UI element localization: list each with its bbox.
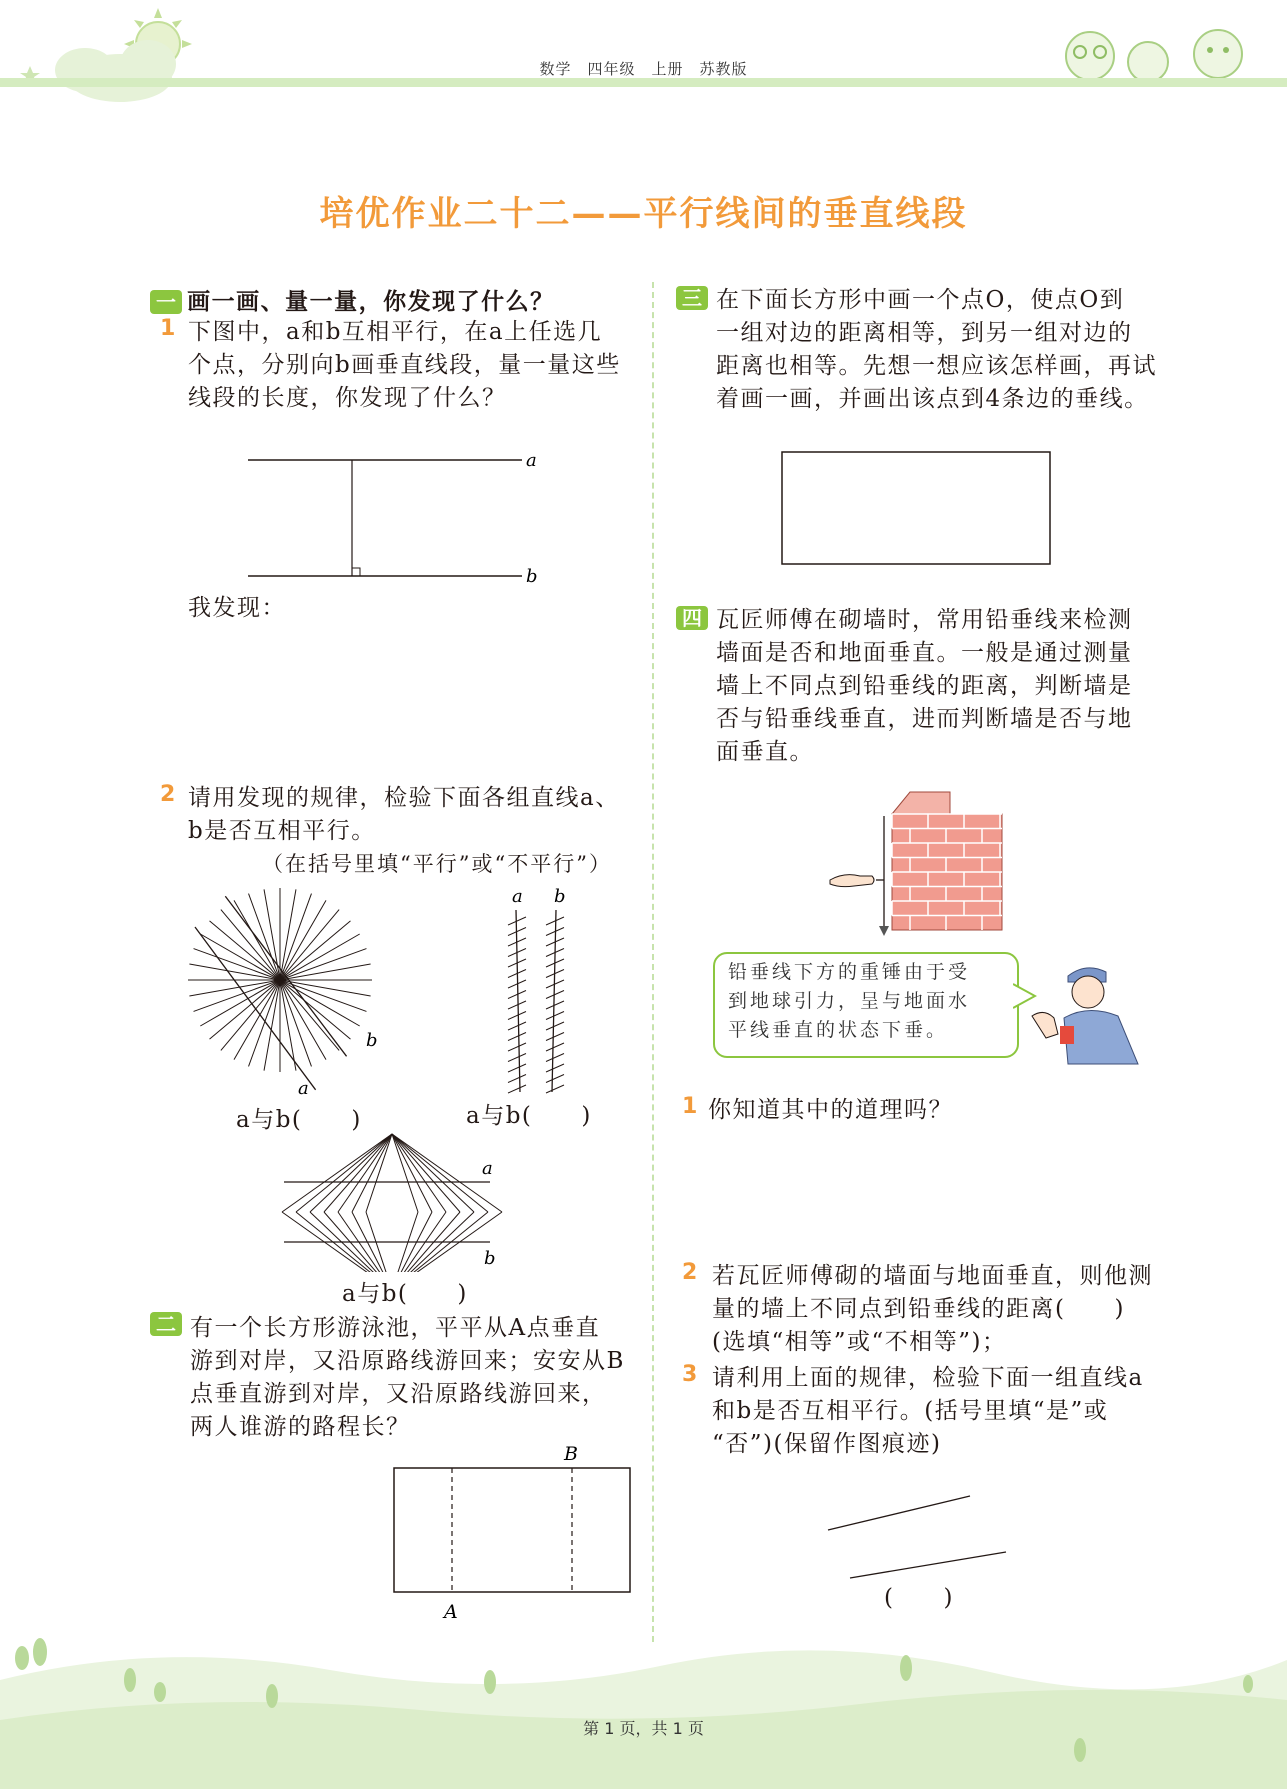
hatch-mark: [546, 1012, 564, 1020]
q4-3-line: 和b是否互相平行。(括号里填“是”或: [712, 1398, 1109, 1424]
section-badge-4: 四: [676, 606, 708, 630]
q2-hint: （在括号里填“平行”或“不平行”）: [262, 852, 612, 876]
hatch-mark: [508, 1064, 526, 1072]
diamond-line: [392, 1134, 446, 1212]
line-a: [516, 910, 520, 1092]
diamond-line: [282, 1134, 392, 1212]
fig3-answer: a与b( ): [342, 1281, 468, 1307]
q4-1-text: 你知道其中的道理吗？: [708, 1097, 953, 1123]
section-badge-1: 一: [150, 290, 182, 314]
label-a: a: [512, 886, 523, 907]
q4-3-number: 3: [682, 1362, 698, 1387]
q4-3-answer: ( ): [884, 1585, 954, 1611]
q4-3-text: [712, 1362, 1172, 1461]
hatch-mark: [546, 1022, 564, 1030]
label-b: b: [366, 1030, 378, 1051]
hatch-mark: [546, 991, 564, 999]
diamond-lines: [282, 1134, 502, 1272]
pool-rectangle: [394, 1468, 630, 1592]
section-2-text: [190, 1312, 650, 1444]
sec4-line: 瓦匠师傅在砌墙时，常用铅垂线来检测: [716, 607, 1133, 633]
q4-2-line: 量的墙上不同点到铅垂线的距离( ): [712, 1296, 1125, 1322]
rectangle: [782, 452, 1050, 564]
sec3-line: 一组对边的距离相等，到另一组对边的: [716, 320, 1133, 346]
line-a: [828, 1496, 970, 1530]
radial-lines: [188, 888, 372, 1072]
brick-wall-icon: [892, 792, 1002, 930]
q1-line: 线段的长度，你发现了什么？: [188, 385, 507, 411]
q1-number: 1: [160, 316, 176, 341]
sec2-line: 两人谁游的路程长？: [190, 1414, 411, 1440]
q2-number: 2: [160, 782, 176, 807]
q1-line: 个点，分别向b画垂直线段，量一量这些: [188, 352, 621, 378]
diamond-line: [296, 1134, 392, 1212]
label-a: a: [298, 1078, 309, 1099]
hatch-mark: [508, 1001, 526, 1009]
column-divider: [652, 282, 654, 1642]
right-angle-mark: [352, 568, 360, 576]
bubble-line: 平线垂直的状态下垂。: [728, 1019, 949, 1041]
hatch-mark: [508, 1043, 526, 1051]
section-1-heading: [150, 286, 555, 319]
q2-line: 请用发现的规律，检验下面各组直线a、: [188, 785, 620, 811]
section-3-text: [716, 284, 1176, 416]
q4-2-line: (选填“相等”或“不相等”)；: [712, 1329, 1007, 1355]
sec2-line: 游到对岸，又沿原路线游回来；安安从B: [190, 1348, 625, 1374]
line-b: [850, 1552, 1006, 1578]
hatched-lines-figure: [490, 880, 580, 1100]
sec3-line: 着画一画，并画出该点到4条边的垂线。: [716, 386, 1149, 412]
hatch-mark: [508, 917, 526, 925]
label-b: b: [484, 1248, 496, 1269]
hatch-mark: [546, 1043, 564, 1051]
q4-2-number: 2: [682, 1260, 698, 1285]
bubble-text: [728, 958, 1008, 1045]
page-footer: 第 1 页，共 1 页: [583, 1719, 704, 1738]
rectangle-figure: [780, 450, 1054, 568]
q2-text: [188, 782, 648, 848]
two-lines-figure: [820, 1490, 1020, 1580]
q4-2-text: [712, 1260, 1172, 1359]
bubble-line: 铅垂线下方的重锤由于受: [728, 961, 971, 983]
sec3-line: 距离也相等。先想一想应该怎样画，再试: [716, 353, 1157, 379]
section-badge-3: 三: [676, 286, 708, 310]
label-a: a: [526, 450, 537, 471]
header-decoration: [0, 0, 1287, 110]
brick-wall-illustration: [820, 780, 1020, 940]
diamond-line: [338, 1134, 392, 1212]
sec3-line: 在下面长方形中画一个点O，使点O到: [716, 287, 1125, 313]
hatch-mark: [508, 1075, 526, 1083]
section-4-text: [716, 604, 1176, 769]
q1-text: [188, 316, 648, 415]
parallel-lines-figure: [240, 440, 550, 590]
answer-label: 我发现：: [188, 595, 286, 621]
radial-lines-figure: [170, 880, 400, 1100]
hatch-mark: [508, 1012, 526, 1020]
hatch-mark: [546, 917, 564, 925]
hatch-mark: [508, 1033, 526, 1041]
fig2-answer: a与b( ): [466, 1103, 592, 1129]
hatch-mark: [546, 1033, 564, 1041]
sec2-line: 有一个长方形游泳池，平平从A点垂直: [190, 1315, 601, 1341]
diamond-lines-figure: [270, 1132, 510, 1272]
q4-2-line: 若瓦匠师傅砌的墙面与地面垂直，则他测: [712, 1263, 1153, 1289]
hatch-mark: [546, 1085, 564, 1093]
q4-3-line: “否”)(保留作图痕迹): [712, 1431, 942, 1457]
hatch-mark: [546, 1054, 564, 1062]
section-2-badge-wrap: [150, 1312, 182, 1336]
footer-landscape: [0, 1600, 1287, 1789]
section-1-title: 画一画、量一量，你发现了什么？: [187, 289, 555, 315]
sec2-line: 点垂直游到对岸，又沿原路线游回来，: [190, 1381, 607, 1407]
fig1-answer: a与b( ): [236, 1107, 362, 1133]
q4-3-line: 请利用上面的规律，检验下面一组直线a: [712, 1365, 1144, 1391]
line-a: [225, 887, 346, 1066]
plumb-bob-icon: [879, 926, 889, 936]
sec4-line: 否与铅垂线垂直，进而判断墙是否与地: [716, 706, 1133, 732]
sec4-line: 墙上不同点到铅垂线的距离，判断墙是: [716, 673, 1133, 699]
label-B: B: [564, 1443, 578, 1465]
line-b: [195, 919, 316, 1099]
line-b: [552, 910, 556, 1092]
sec4-line: 墙面是否和地面垂直。一般是通过测量: [716, 640, 1133, 666]
label-b: b: [526, 566, 538, 587]
header-band: [0, 78, 1287, 87]
diamond-line: [392, 1134, 474, 1212]
bubble-line: 到地球引力，呈与地面水: [728, 990, 971, 1012]
label-b: b: [554, 886, 566, 907]
q2-line: b是否互相平行。: [188, 818, 376, 844]
diamond-line: [392, 1134, 488, 1212]
hatch-mark: [508, 1085, 526, 1093]
page-title: 培优作业二十二——平行线间的垂直线段: [319, 194, 968, 234]
section-4-badge-wrap: [676, 606, 708, 630]
label-a: a: [482, 1158, 493, 1179]
diamond-line: [310, 1134, 392, 1212]
section-badge-2: 二: [150, 1312, 182, 1336]
hatch-mark: [508, 1054, 526, 1062]
q4-1-number: 1: [682, 1094, 698, 1119]
hatch-mark: [546, 1064, 564, 1072]
header-text: 数学 四年级 上册 苏教版: [539, 60, 748, 78]
hatch-mark: [546, 1001, 564, 1009]
hatch-mark: [508, 1022, 526, 1030]
q1-line: 下图中，a和b互相平行，在a上任选几: [188, 319, 603, 345]
hatch-mark: [546, 1075, 564, 1083]
hatch-mark: [508, 991, 526, 999]
hand-icon: [830, 875, 874, 887]
label-A: A: [444, 1601, 458, 1623]
worker-icon: [1028, 956, 1148, 1066]
sec4-line: 面垂直。: [716, 739, 814, 765]
section-3-badge-wrap: [676, 286, 708, 310]
